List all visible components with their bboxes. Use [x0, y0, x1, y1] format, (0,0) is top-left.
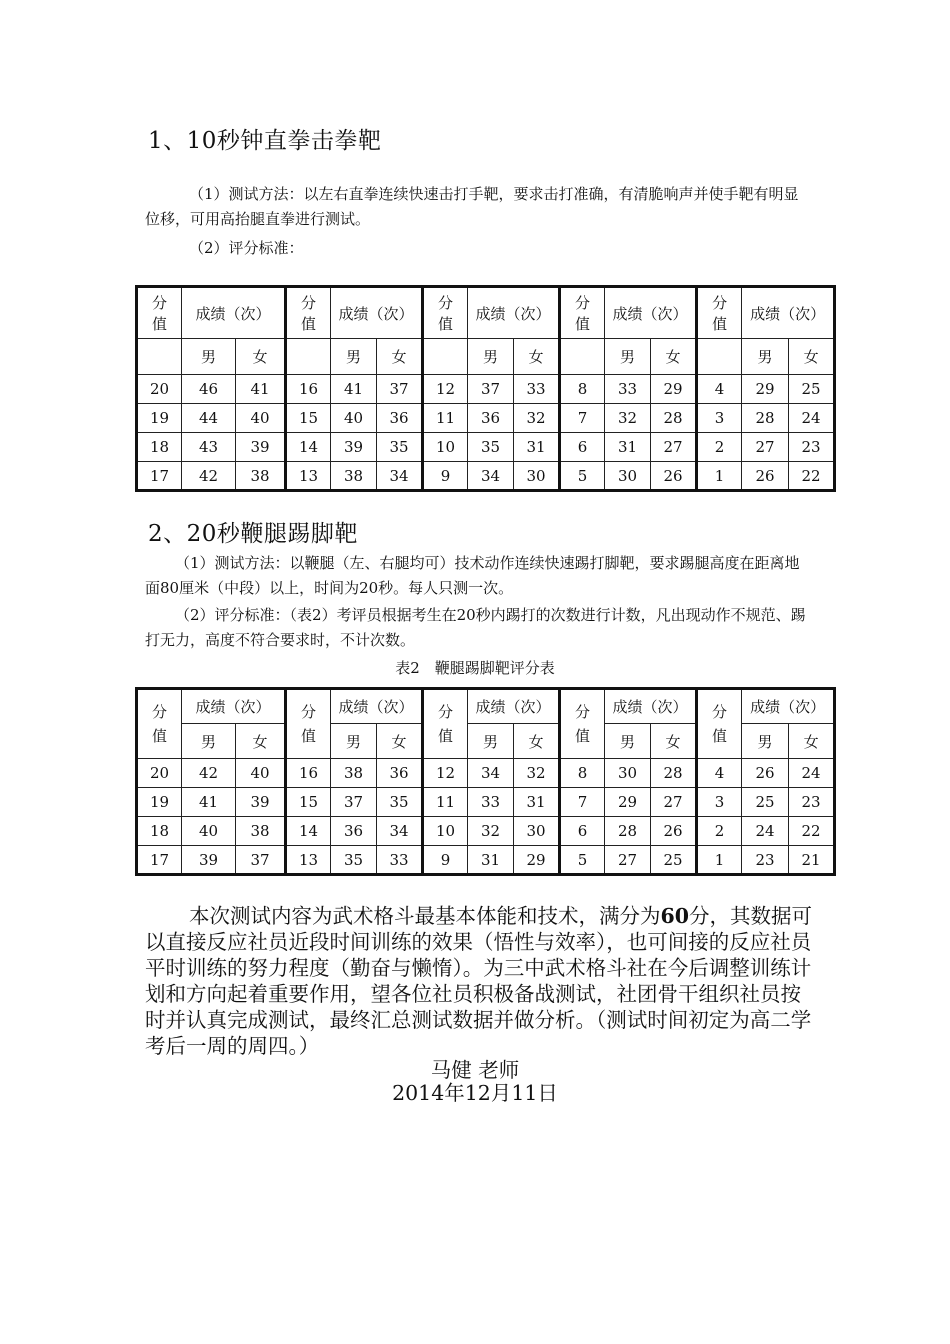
- female-value: 33: [377, 846, 423, 875]
- male-value: 36: [331, 817, 377, 846]
- score-value: 20: [137, 759, 182, 788]
- score-value: 10: [423, 817, 468, 846]
- male-value: 35: [468, 433, 514, 462]
- score-table-2: [135, 687, 836, 876]
- female-header: 女: [377, 724, 423, 759]
- score-table-1: [135, 285, 836, 492]
- female-value: 34: [377, 462, 423, 491]
- score-value: 7: [560, 404, 605, 433]
- score-value: 5: [560, 462, 605, 491]
- male-value: 34: [468, 462, 514, 491]
- score-value: 13: [286, 462, 331, 491]
- female-value: 26: [651, 817, 697, 846]
- female-value: 23: [789, 433, 835, 462]
- score-value: 16: [286, 759, 331, 788]
- table-row: [137, 846, 835, 875]
- female-value: 32: [514, 404, 560, 433]
- male-value: 44: [182, 404, 236, 433]
- male-value: 27: [605, 846, 651, 875]
- score-header: 分值: [137, 689, 182, 759]
- table-row: [137, 433, 835, 462]
- male-value: 37: [468, 375, 514, 404]
- section1-title: 1、10秒钟直拳击拳靶: [148, 128, 382, 154]
- female-value: 28: [651, 759, 697, 788]
- female-header: 女: [789, 724, 835, 759]
- male-value: 43: [182, 433, 236, 462]
- female-value: 24: [789, 404, 835, 433]
- score-value: 3: [697, 788, 742, 817]
- result-header: 成绩（次）: [742, 689, 835, 724]
- score-header: 分值: [286, 689, 331, 759]
- score-value: 5: [560, 846, 605, 875]
- signature-date: 2014年12月11日: [392, 1081, 558, 1105]
- score-value: 18: [137, 433, 182, 462]
- female-value: 21: [789, 846, 835, 875]
- score-value: 7: [560, 788, 605, 817]
- female-value: 25: [651, 846, 697, 875]
- score-header: 分值: [137, 287, 182, 339]
- summary-full-score: 60: [660, 904, 690, 928]
- male-value: 33: [605, 375, 651, 404]
- female-value: 30: [514, 462, 560, 491]
- score-header: 分值: [697, 689, 742, 759]
- score-header: 分值: [697, 287, 742, 339]
- female-value: 37: [377, 375, 423, 404]
- result-header: 成绩（次）: [182, 689, 286, 724]
- empty-cell: [697, 339, 742, 375]
- male-value: 39: [182, 846, 236, 875]
- male-value: 37: [331, 788, 377, 817]
- score-value: 15: [286, 788, 331, 817]
- female-value: 28: [651, 404, 697, 433]
- male-value: 40: [331, 404, 377, 433]
- male-value: 42: [182, 462, 236, 491]
- result-header: 成绩（次）: [331, 689, 423, 724]
- female-header: 女: [514, 339, 560, 375]
- male-value: 42: [182, 759, 236, 788]
- score-value: 14: [286, 817, 331, 846]
- empty-cell: [137, 339, 182, 375]
- section2-title: 2、20秒鞭腿踢脚靶: [148, 521, 358, 547]
- male-value: 46: [182, 375, 236, 404]
- female-value: 32: [514, 759, 560, 788]
- male-value: 26: [742, 462, 789, 491]
- score-header: 分值: [286, 287, 331, 339]
- table-row: [137, 788, 835, 817]
- score-value: 19: [137, 788, 182, 817]
- male-header: 男: [468, 339, 514, 375]
- male-value: 29: [605, 788, 651, 817]
- table-row: [137, 759, 835, 788]
- male-value: 31: [605, 433, 651, 462]
- score-value: 20: [137, 375, 182, 404]
- female-value: 36: [377, 404, 423, 433]
- female-value: 31: [514, 433, 560, 462]
- male-value: 35: [331, 846, 377, 875]
- result-header: 成绩（次）: [468, 689, 560, 724]
- score-value: 1: [697, 846, 742, 875]
- female-value: 40: [236, 759, 286, 788]
- female-header: 女: [236, 724, 286, 759]
- male-header: 男: [605, 339, 651, 375]
- score-value: 6: [560, 433, 605, 462]
- female-value: 40: [236, 404, 286, 433]
- male-header: 男: [182, 724, 236, 759]
- female-value: 22: [789, 462, 835, 491]
- summary-paragraph: [145, 903, 815, 1059]
- male-value: 38: [331, 759, 377, 788]
- male-value: 29: [742, 375, 789, 404]
- empty-cell: [423, 339, 468, 375]
- male-header: 男: [742, 724, 789, 759]
- section2-standard: （2）评分标准：（表2）考评员根据考生在20秒内踢打的次数进行计数，凡出现动作不规范、踢打无力，高度不符合要求时，不计次数。: [145, 606, 806, 649]
- score-value: 15: [286, 404, 331, 433]
- score-value: 16: [286, 375, 331, 404]
- score-value: 9: [423, 846, 468, 875]
- score-value: 18: [137, 817, 182, 846]
- score-value: 8: [560, 759, 605, 788]
- result-header: 成绩（次）: [605, 287, 697, 339]
- male-value: 26: [742, 759, 789, 788]
- score-value: 12: [423, 759, 468, 788]
- result-header: 成绩（次）: [468, 287, 560, 339]
- score-value: 2: [697, 433, 742, 462]
- score-value: 11: [423, 404, 468, 433]
- result-header: 成绩（次）: [331, 287, 423, 339]
- male-value: 38: [331, 462, 377, 491]
- table-row: [137, 462, 835, 491]
- female-value: 35: [377, 433, 423, 462]
- male-header: 男: [468, 724, 514, 759]
- female-value: 29: [651, 375, 697, 404]
- male-header: 男: [605, 724, 651, 759]
- score-value: 12: [423, 375, 468, 404]
- female-value: 39: [236, 788, 286, 817]
- score-header: 分值: [560, 689, 605, 759]
- summary-text-after: 分，其数据可以直接反应社员近段时间训练的效果（悟性与效率），也可间接的反应社员平时训练的努力程度（勤奋与懒惰）。为三中武术格斗社在今后调整训练计划和方向起着重要作用，望各位社员积极备战测试，社团骨干组织社员按时并认真完成测试，最终汇总测试数据并做分析。（测试时间初定为高二学考后一周的周四。）: [145, 904, 813, 1058]
- score-value: 1: [697, 462, 742, 491]
- table-row: [137, 817, 835, 846]
- result-header: 成绩（次）: [605, 689, 697, 724]
- score-value: 17: [137, 846, 182, 875]
- score-value: 9: [423, 462, 468, 491]
- male-value: 30: [605, 759, 651, 788]
- table-row: [137, 375, 835, 404]
- score-value: 11: [423, 788, 468, 817]
- female-value: 35: [377, 788, 423, 817]
- female-value: 30: [514, 817, 560, 846]
- female-header: 女: [789, 339, 835, 375]
- female-value: 37: [236, 846, 286, 875]
- male-header: 男: [331, 339, 377, 375]
- summary-text-before: 本次测试内容为武术格斗最基本体能和技术，满分为: [189, 904, 661, 928]
- male-value: 41: [331, 375, 377, 404]
- female-value: 31: [514, 788, 560, 817]
- score-header: 分值: [423, 287, 468, 339]
- female-value: 38: [236, 817, 286, 846]
- male-value: 34: [468, 759, 514, 788]
- score-value: 4: [697, 759, 742, 788]
- male-header: 男: [331, 724, 377, 759]
- score-value: 17: [137, 462, 182, 491]
- score-header: 分值: [560, 287, 605, 339]
- female-value: 38: [236, 462, 286, 491]
- female-value: 26: [651, 462, 697, 491]
- signature-name: 马健 老师: [430, 1058, 520, 1082]
- male-value: 40: [182, 817, 236, 846]
- male-value: 36: [468, 404, 514, 433]
- table2-caption: 表2 鞭腿踢脚靶评分表: [395, 659, 555, 677]
- male-value: 23: [742, 846, 789, 875]
- female-header: 女: [651, 724, 697, 759]
- empty-cell: [286, 339, 331, 375]
- section1-standard: （2）评分标准：: [189, 239, 304, 257]
- score-value: 2: [697, 817, 742, 846]
- female-value: 41: [236, 375, 286, 404]
- male-value: 32: [468, 817, 514, 846]
- score-value: 4: [697, 375, 742, 404]
- female-value: 39: [236, 433, 286, 462]
- male-value: 41: [182, 788, 236, 817]
- female-value: 22: [789, 817, 835, 846]
- female-value: 27: [651, 788, 697, 817]
- male-header: 男: [742, 339, 789, 375]
- female-value: 34: [377, 817, 423, 846]
- female-value: 25: [789, 375, 835, 404]
- female-header: 女: [514, 724, 560, 759]
- female-header: 女: [651, 339, 697, 375]
- female-value: 24: [789, 759, 835, 788]
- female-value: 33: [514, 375, 560, 404]
- male-value: 28: [605, 817, 651, 846]
- male-value: 28: [742, 404, 789, 433]
- result-header: 成绩（次）: [182, 287, 286, 339]
- male-value: 30: [605, 462, 651, 491]
- male-value: 33: [468, 788, 514, 817]
- score-value: 3: [697, 404, 742, 433]
- female-header: 女: [377, 339, 423, 375]
- empty-cell: [560, 339, 605, 375]
- male-value: 39: [331, 433, 377, 462]
- female-value: 29: [514, 846, 560, 875]
- female-header: 女: [236, 339, 286, 375]
- score-value: 8: [560, 375, 605, 404]
- score-value: 10: [423, 433, 468, 462]
- result-header: 成绩（次）: [742, 287, 835, 339]
- male-value: 31: [468, 846, 514, 875]
- score-value: 19: [137, 404, 182, 433]
- section1-method: （1）测试方法：以左右直拳连续快速击打手靶，要求击打准确，有清脆响声并使手靶有明显位移，可用高抬腿直拳进行测试。: [145, 185, 799, 228]
- male-value: 27: [742, 433, 789, 462]
- score-value: 6: [560, 817, 605, 846]
- male-header: 男: [182, 339, 236, 375]
- female-value: 36: [377, 759, 423, 788]
- score-value: 13: [286, 846, 331, 875]
- female-value: 27: [651, 433, 697, 462]
- male-value: 25: [742, 788, 789, 817]
- section2-method: （1）测试方法：以鞭腿（左、右腿均可）技术动作连续快速踢打脚靶，要求踢腿高度在距离地面80厘米（中段）以上，时间为20秒。每人只测一次。: [145, 554, 800, 597]
- male-value: 32: [605, 404, 651, 433]
- score-value: 14: [286, 433, 331, 462]
- male-value: 24: [742, 817, 789, 846]
- score-header: 分值: [423, 689, 468, 759]
- table-row: [137, 404, 835, 433]
- female-value: 23: [789, 788, 835, 817]
